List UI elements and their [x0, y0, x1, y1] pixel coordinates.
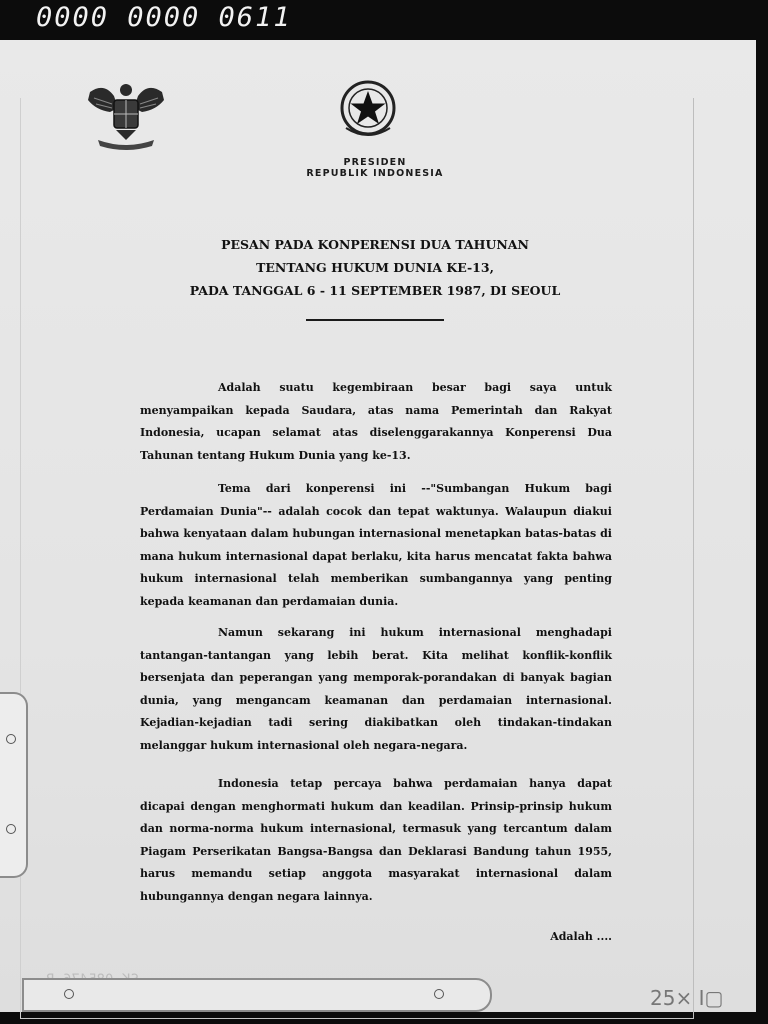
binder-hole: [64, 989, 74, 999]
reduction-ratio: 25×: [650, 986, 693, 1010]
document-title-line-3: PADA TANGGAL 6 - 11 SEPTEMBER 1987, DI SEOUL: [189, 283, 561, 298]
binder-hole: [434, 989, 444, 999]
letterhead-subtitle: REPUBLIK INDONESIA: [306, 168, 444, 179]
document-title-line-1: PESAN PADA KONPERENSI DUA TAHUNAN: [221, 237, 529, 252]
document-title-line-2: TENTANG HUKUM DUNIA KE-13,: [256, 260, 494, 275]
film-border: [756, 40, 768, 1024]
garuda-emblem-icon: [84, 78, 168, 152]
document-sheet: [0, 40, 756, 1012]
body-paragraph: Namun sekarang ini hukum internasional menghadapi tantangan-tantangan yang lebih berat. Kita melihat konflik-konflik bersenjata dan peperangan yang memporak-porandakan di banyak bagian dunia, yang mengancam keamanan dan perdamaian internasional. Kejadian-kejadian tadi sering diakibatkan oleh tindakan-tindakan melanggar hukum internasional oleh negara-negara.: [140, 626, 612, 752]
microfilm-frame-number: 0000 0000 0611: [36, 2, 292, 33]
binder-clip-bottom: [22, 978, 492, 1012]
body-paragraph: Tema dari konperensi ini --"Sumbangan Hukum bagi Perdamaian Dunia"-- adalah cocok dan tepat waktunya. Walaupun diakui bahwa kenyataan dalam hubungan internasional menetapkan batas-batas di mana hukum internasional dapat berlaku, kita harus mencatat fakta bahwa hukum internasional telah memberikan sumbangannya yang penting kepada keamanan dan perdamaian dunia.: [140, 482, 612, 608]
presidential-star-seal-icon: [326, 78, 410, 144]
title-underline: [306, 319, 444, 321]
reduction-mark: I▢: [698, 986, 724, 1010]
binder-hole: [6, 824, 16, 834]
binder-hole: [6, 734, 16, 744]
binder-clip-side: [0, 692, 28, 878]
body-paragraph: Adalah suatu kegembiraan besar bagi saya untuk menyampaikan kepada Saudara, atas nama Pemerintah dan Rakyat Indonesia, ucapan selamat atas diselenggarakannya Konperensi Dua Tahunan tentang Hukum Dunia yang ke-13.: [140, 381, 612, 462]
body-paragraph: Indonesia tetap percaya bahwa perdamaian hanya dapat dicapai dengan menghormati hukum dan keadilan. Prinsip-prinsip hukum dan norma-norma hukum internasional, termasuk yang tercantum dalam Piagam Perserikatan Bangsa-Bangsa dan Deklarasi Bandung tahun 1955, harus memandu setiap anggota masyarakat internasional dalam hubungannya dengan negara lainnya.: [140, 777, 612, 903]
reduction-ratio-label: [650, 986, 723, 1010]
letterhead-title: PRESIDEN: [343, 157, 407, 168]
continuation-catchword: Adalah ....: [550, 930, 612, 943]
